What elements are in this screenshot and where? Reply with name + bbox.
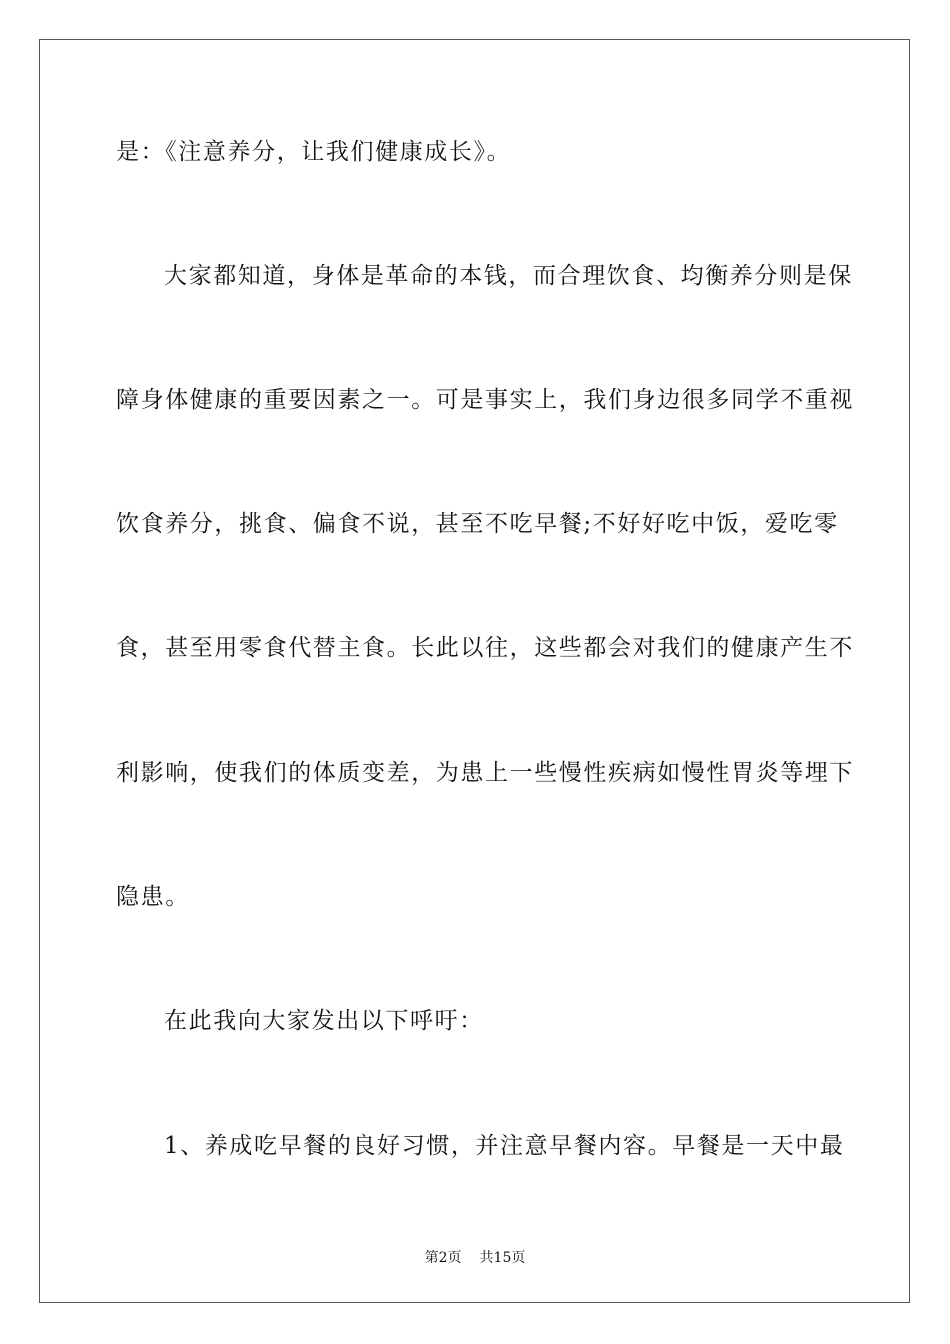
page-total: 共15页	[479, 1250, 526, 1266]
page-frame	[39, 39, 910, 1303]
text-line-5: 食，甚至用零食代替主食。长此以往，这些都会对我们的健康产生不	[116, 635, 854, 661]
text-line-9: 1、养成吃早餐的良好习惯，并注意早餐内容。早餐是一天中最	[164, 1133, 845, 1159]
text-line-2: 大家都知道，身体是革命的本钱，而合理饮食、均衡养分则是保	[164, 263, 853, 289]
text-line-7: 隐患。	[116, 884, 190, 910]
page-footer	[0, 1248, 950, 1268]
text-line-6: 利影响，使我们的体质变差，为患上一些慢性疾病如慢性胃炎等埋下	[116, 760, 854, 786]
text-line-8: 在此我向大家发出以下呼吁：	[164, 1008, 484, 1034]
text-line-4: 饮食养分，挑食、偏食不说，甚至不吃早餐;不好好吃中饭，爱吃零	[116, 511, 839, 537]
text-line-3: 障身体健康的重要因素之一。可是事实上，我们身边很多同学不重视	[116, 387, 854, 413]
page-number: 第2页	[424, 1250, 462, 1266]
text-line-1: 是：《注意养分，让我们健康成长》。	[116, 139, 512, 165]
